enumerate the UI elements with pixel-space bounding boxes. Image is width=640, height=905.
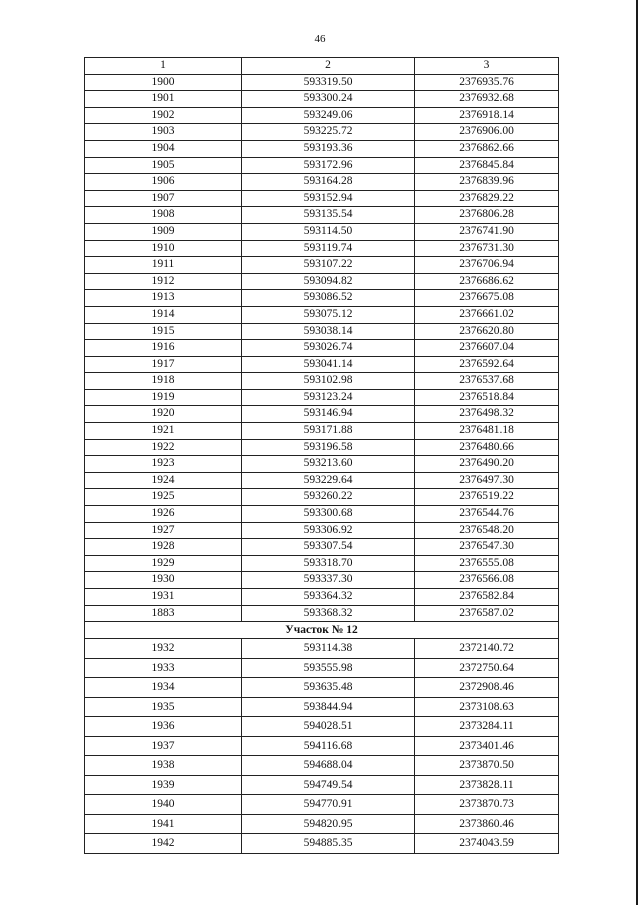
y-coordinate-cell: 2376741.90 [415,223,559,240]
point-number-cell: 1883 [85,605,242,622]
table-row [85,539,559,556]
x-coordinate-cell: 593107.22 [242,257,415,274]
y-coordinate-cell: 2376519.22 [415,489,559,506]
x-coordinate-cell: 593102.98 [242,373,415,390]
y-coordinate-cell: 2376845.84 [415,157,559,174]
table-row [85,756,559,776]
table-row [85,140,559,157]
point-number-cell: 1916 [85,340,242,357]
point-number-cell: 1922 [85,439,242,456]
y-coordinate-cell: 2373870.73 [415,795,559,815]
y-coordinate-cell: 2373108.63 [415,697,559,717]
point-number-cell: 1938 [85,756,242,776]
y-coordinate-cell: 2376547.30 [415,539,559,556]
table-row [85,306,559,323]
x-coordinate-cell: 594028.51 [242,717,415,737]
point-number-cell: 1912 [85,273,242,290]
section-title-row [85,622,559,639]
point-number-cell: 1920 [85,406,242,423]
y-coordinate-cell: 2373284.11 [415,717,559,737]
x-coordinate-cell: 593119.74 [242,240,415,257]
table-row [85,423,559,440]
point-number-cell: 1918 [85,373,242,390]
table-row [85,678,559,698]
x-coordinate-cell: 593086.52 [242,290,415,307]
y-coordinate-cell: 2376620.80 [415,323,559,340]
table-row [85,190,559,207]
y-coordinate-cell: 2376555.08 [415,555,559,572]
y-coordinate-cell: 2376566.08 [415,572,559,589]
point-number-cell: 1940 [85,795,242,815]
table-row [85,389,559,406]
x-coordinate-cell: 593114.38 [242,639,415,659]
x-coordinate-cell: 593164.28 [242,174,415,191]
point-number-cell: 1934 [85,678,242,698]
table-row [85,174,559,191]
table-row [85,373,559,390]
x-coordinate-cell: 593635.48 [242,678,415,698]
point-number-cell: 1929 [85,555,242,572]
x-coordinate-cell: 593555.98 [242,658,415,678]
x-coordinate-cell: 593260.22 [242,489,415,506]
table-row [85,406,559,423]
point-number-cell: 1919 [85,389,242,406]
x-coordinate-cell: 593123.24 [242,389,415,406]
y-coordinate-cell: 2376829.22 [415,190,559,207]
y-coordinate-cell: 2372140.72 [415,639,559,659]
header-col-2: 2 [242,58,415,75]
table-row [85,489,559,506]
x-coordinate-cell: 593319.50 [242,74,415,91]
point-number-cell: 1932 [85,639,242,659]
x-coordinate-cell: 593193.36 [242,140,415,157]
table-row [85,456,559,473]
table-row [85,658,559,678]
point-number-cell: 1900 [85,74,242,91]
point-number-cell: 1907 [85,190,242,207]
x-coordinate-cell: 594749.54 [242,775,415,795]
point-number-cell: 1901 [85,91,242,108]
x-coordinate-cell: 593146.94 [242,406,415,423]
y-coordinate-cell: 2376686.62 [415,273,559,290]
table-row [85,273,559,290]
table-row [85,834,559,854]
table-row [85,775,559,795]
point-number-cell: 1937 [85,736,242,756]
x-coordinate-cell: 593307.54 [242,539,415,556]
x-coordinate-cell: 594770.91 [242,795,415,815]
table-row [85,736,559,756]
point-number-cell: 1935 [85,697,242,717]
point-number-cell: 1927 [85,522,242,539]
y-coordinate-cell: 2376661.02 [415,306,559,323]
table-row [85,223,559,240]
y-coordinate-cell: 2376935.76 [415,74,559,91]
y-coordinate-cell: 2376607.04 [415,340,559,357]
table-header-row [85,58,559,75]
x-coordinate-cell: 593306.92 [242,522,415,539]
table-row [85,207,559,224]
point-number-cell: 1902 [85,107,242,124]
y-coordinate-cell: 2376706.94 [415,257,559,274]
y-coordinate-cell: 2376806.28 [415,207,559,224]
point-number-cell: 1930 [85,572,242,589]
x-coordinate-cell: 593337.30 [242,572,415,589]
point-number-cell: 1921 [85,423,242,440]
point-number-cell: 1903 [85,124,242,141]
point-number-cell: 1908 [85,207,242,224]
y-coordinate-cell: 2373860.46 [415,814,559,834]
point-number-cell: 1909 [85,223,242,240]
y-coordinate-cell: 2376932.68 [415,91,559,108]
x-coordinate-cell: 593844.94 [242,697,415,717]
y-coordinate-cell: 2376906.00 [415,124,559,141]
point-number-cell: 1924 [85,472,242,489]
coordinates-table [84,57,559,854]
x-coordinate-cell: 593171.88 [242,423,415,440]
page-number: 46 [314,33,326,45]
x-coordinate-cell: 593225.72 [242,124,415,141]
point-number-cell: 1913 [85,290,242,307]
point-number-cell: 1906 [85,174,242,191]
x-coordinate-cell: 593196.58 [242,439,415,456]
y-coordinate-cell: 2376480.66 [415,439,559,456]
y-coordinate-cell: 2376592.64 [415,356,559,373]
x-coordinate-cell: 593368.32 [242,605,415,622]
header-col-3: 3 [415,58,559,75]
x-coordinate-cell: 593075.12 [242,306,415,323]
page-edge-line [636,0,638,905]
y-coordinate-cell: 2376582.84 [415,589,559,606]
y-coordinate-cell: 2376481.18 [415,423,559,440]
table-row [85,589,559,606]
table-row [85,605,559,622]
x-coordinate-cell: 593094.82 [242,273,415,290]
point-number-cell: 1904 [85,140,242,157]
x-coordinate-cell: 593300.24 [242,91,415,108]
point-number-cell: 1939 [85,775,242,795]
x-coordinate-cell: 593300.68 [242,506,415,523]
table-row [85,555,559,572]
table-row [85,240,559,257]
table-row [85,323,559,340]
table-row [85,124,559,141]
x-coordinate-cell: 593318.70 [242,555,415,572]
point-number-cell: 1905 [85,157,242,174]
point-number-cell: 1911 [85,257,242,274]
x-coordinate-cell: 593229.64 [242,472,415,489]
table-row [85,506,559,523]
y-coordinate-cell: 2376518.84 [415,389,559,406]
x-coordinate-cell: 593213.60 [242,456,415,473]
table-row [85,439,559,456]
y-coordinate-cell: 2376587.02 [415,605,559,622]
y-coordinate-cell: 2376731.30 [415,240,559,257]
table-row [85,639,559,659]
point-number-cell: 1923 [85,456,242,473]
point-number-cell: 1933 [85,658,242,678]
header-col-1: 1 [85,58,242,75]
x-coordinate-cell: 593364.32 [242,589,415,606]
table-row [85,522,559,539]
table-row [85,290,559,307]
point-number-cell: 1928 [85,539,242,556]
x-coordinate-cell: 593038.14 [242,323,415,340]
x-coordinate-cell: 593041.14 [242,356,415,373]
y-coordinate-cell: 2376490.20 [415,456,559,473]
table-row [85,697,559,717]
y-coordinate-cell: 2376544.76 [415,506,559,523]
x-coordinate-cell: 593026.74 [242,340,415,357]
point-number-cell: 1936 [85,717,242,737]
x-coordinate-cell: 593114.50 [242,223,415,240]
y-coordinate-cell: 2373401.46 [415,736,559,756]
y-coordinate-cell: 2374043.59 [415,834,559,854]
table-row [85,472,559,489]
point-number-cell: 1915 [85,323,242,340]
table-row [85,340,559,357]
point-number-cell: 1926 [85,506,242,523]
x-coordinate-cell: 594820.95 [242,814,415,834]
table-row [85,814,559,834]
table-row [85,74,559,91]
y-coordinate-cell: 2373870.50 [415,756,559,776]
x-coordinate-cell: 594885.35 [242,834,415,854]
x-coordinate-cell: 594688.04 [242,756,415,776]
y-coordinate-cell: 2376839.96 [415,174,559,191]
table-row [85,572,559,589]
x-coordinate-cell: 593172.96 [242,157,415,174]
table-row [85,356,559,373]
y-coordinate-cell: 2376498.32 [415,406,559,423]
point-number-cell: 1910 [85,240,242,257]
y-coordinate-cell: 2372908.46 [415,678,559,698]
point-number-cell: 1917 [85,356,242,373]
y-coordinate-cell: 2376497.30 [415,472,559,489]
y-coordinate-cell: 2372750.64 [415,658,559,678]
y-coordinate-cell: 2376548.20 [415,522,559,539]
section-title: Участок № 12 [85,622,559,639]
x-coordinate-cell: 593249.06 [242,107,415,124]
table-row [85,717,559,737]
table-row [85,257,559,274]
table-row [85,107,559,124]
point-number-cell: 1941 [85,814,242,834]
y-coordinate-cell: 2376675.08 [415,290,559,307]
point-number-cell: 1925 [85,489,242,506]
x-coordinate-cell: 594116.68 [242,736,415,756]
table-row [85,157,559,174]
x-coordinate-cell: 593135.54 [242,207,415,224]
table-row [85,795,559,815]
point-number-cell: 1931 [85,589,242,606]
x-coordinate-cell: 593152.94 [242,190,415,207]
point-number-cell: 1942 [85,834,242,854]
y-coordinate-cell: 2376862.66 [415,140,559,157]
y-coordinate-cell: 2376918.14 [415,107,559,124]
y-coordinate-cell: 2373828.11 [415,775,559,795]
y-coordinate-cell: 2376537.68 [415,373,559,390]
table-body [85,58,559,854]
point-number-cell: 1914 [85,306,242,323]
table-row [85,91,559,108]
